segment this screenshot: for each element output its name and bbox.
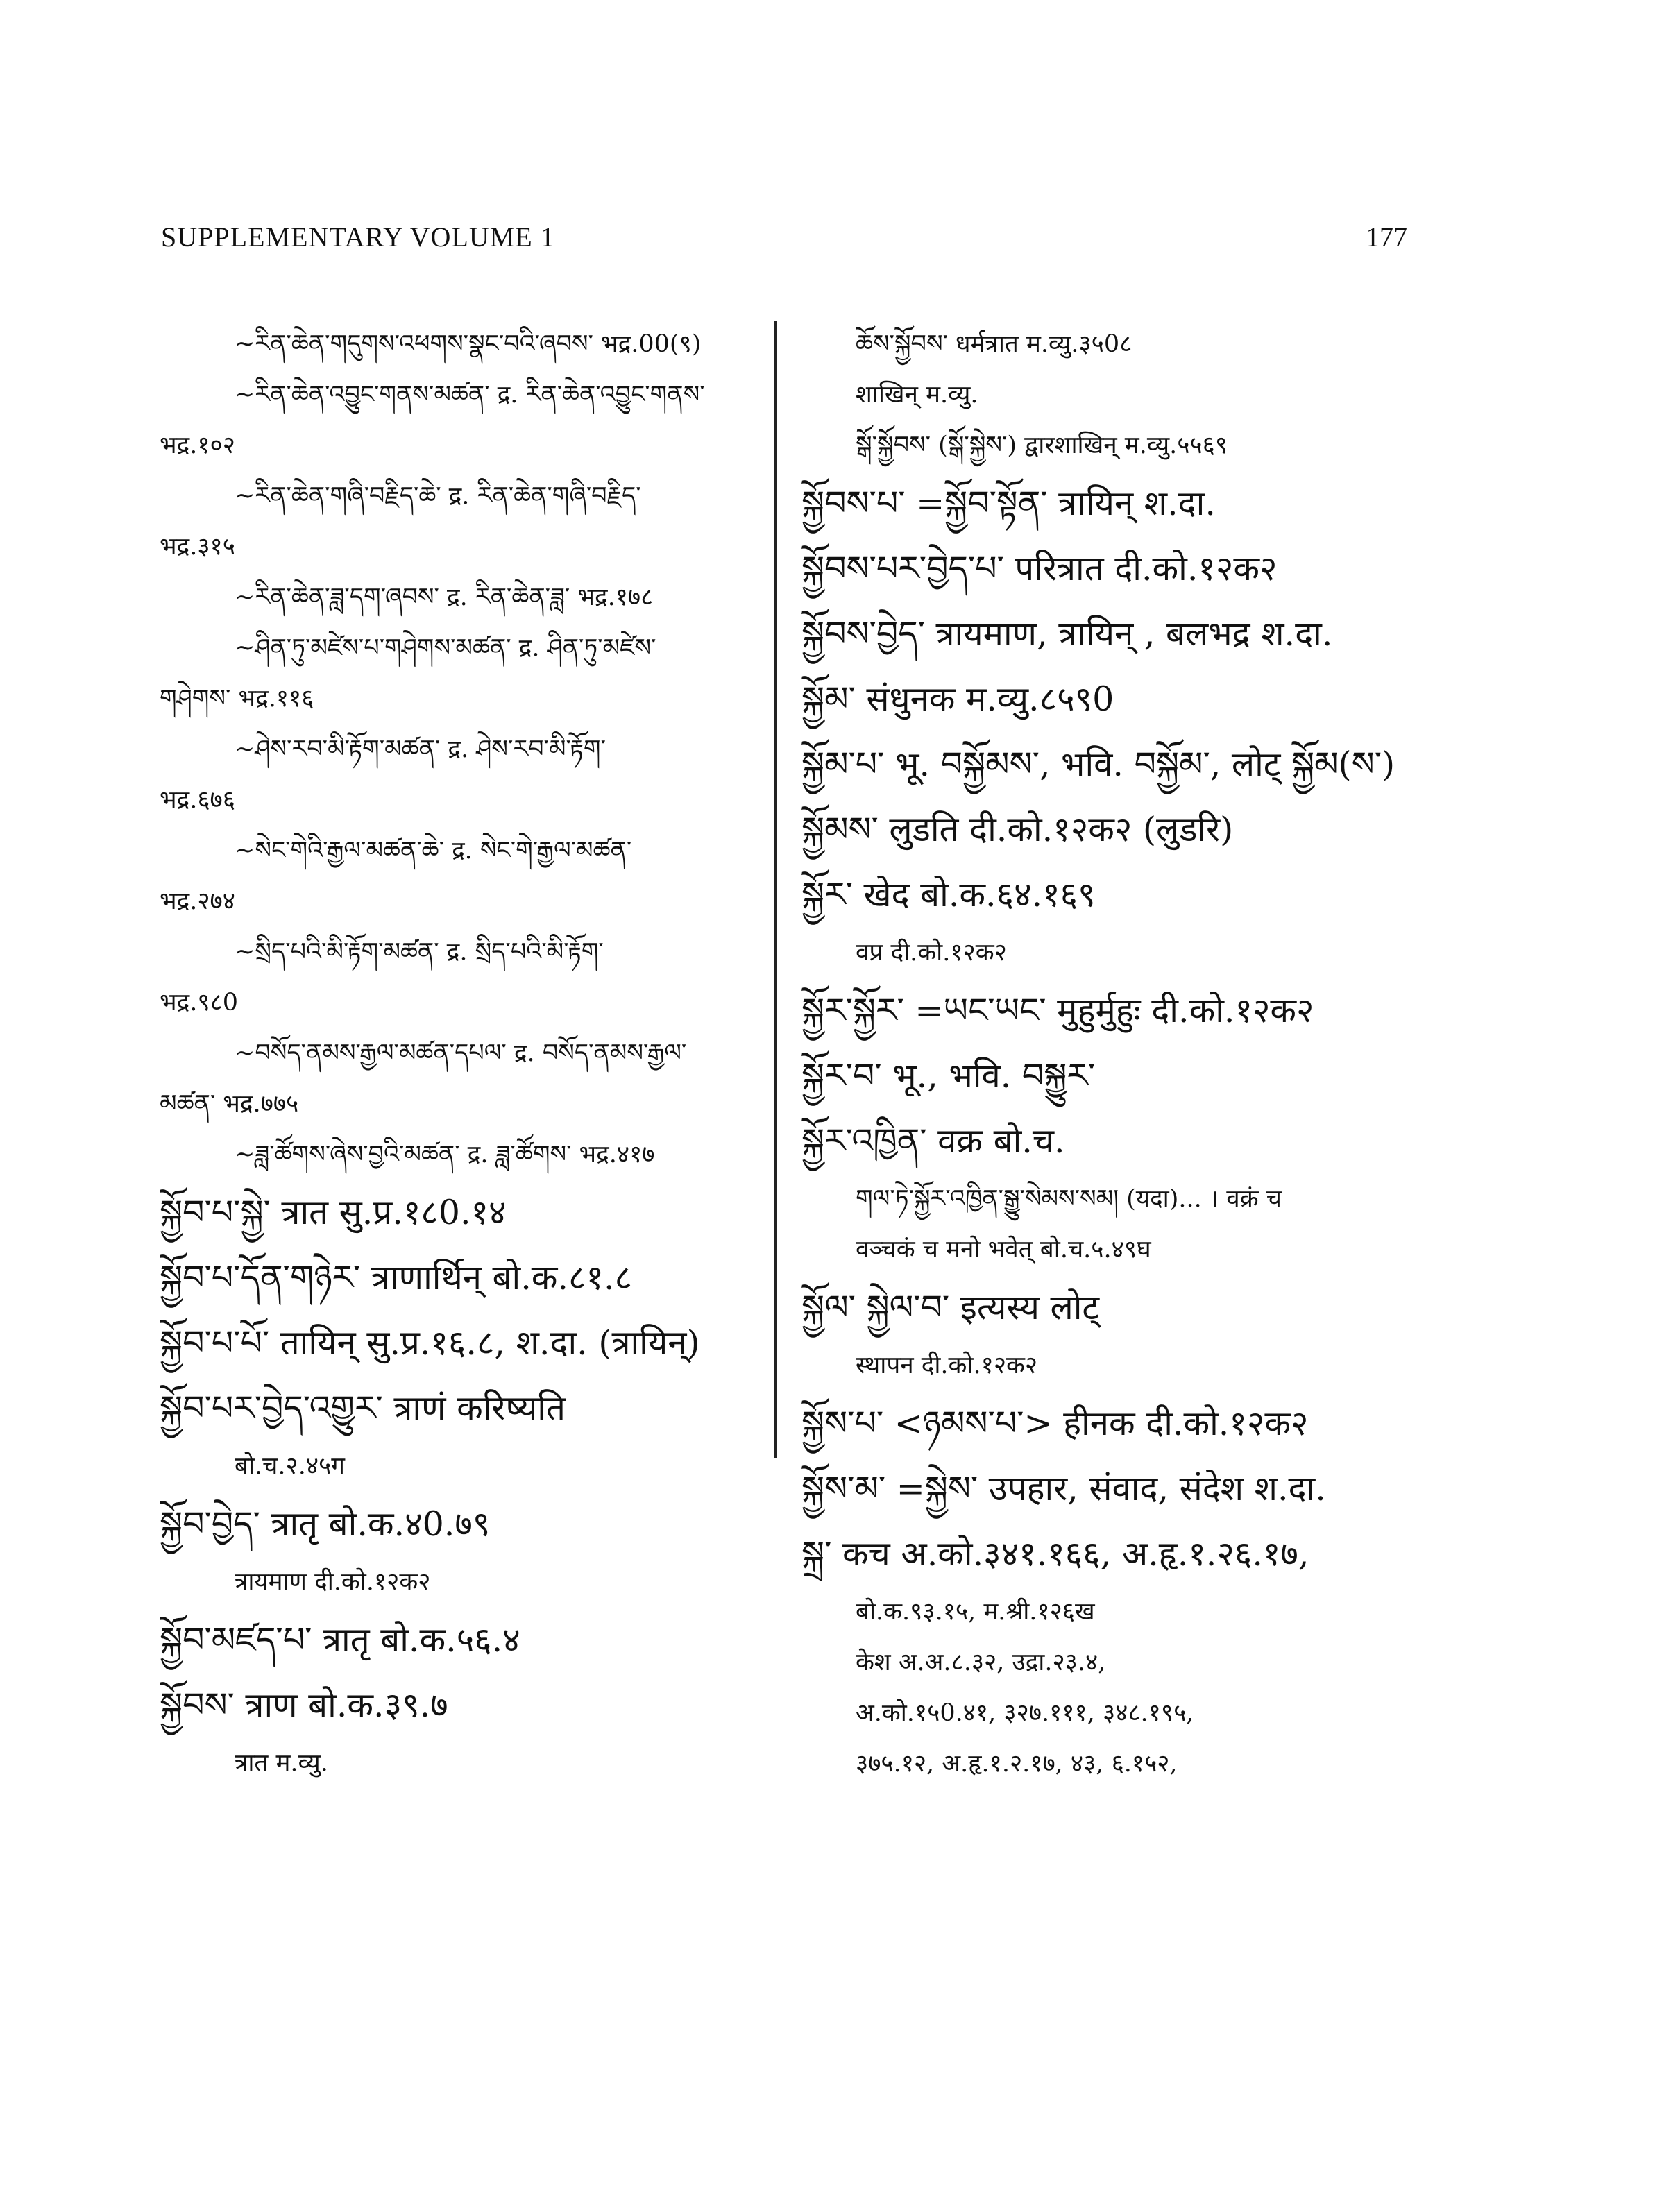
headword-entry: སྐྱོབས་པར་བྱེད་པ་ परित्रात दी.को.१२क२ (801, 549, 1278, 588)
entry-line: भद्र.६७६ (160, 786, 235, 814)
entry-line: केश अ.अ.८.३२, उद्रा.२३.४, (856, 1649, 1106, 1676)
headword-entry: སྐྱོབས་བྱེད་ त्रायमाण, त्रायिन् , बलभद्र श.दा. (801, 614, 1333, 654)
entry-line: वञ्चकं च मनो भवेत् बो.च.५.४९घ (856, 1236, 1151, 1264)
headword-entry: སྐྲ་ कच अ.को.३४१.१६६, अ.हृ.१.२६.१७, (801, 1534, 1309, 1574)
headword-entry: སྐྱོར་འཁྱིན་ वक्र बो.च. (801, 1121, 1065, 1161)
headword-entry: སྐྱོབ་པར་བྱེད་འགྱུར་ त्राणं करिष्यति (160, 1388, 566, 1428)
entry-line: शाखिन् म.व्यु. (856, 381, 978, 409)
headword-entry: སྐྱོབ་པ་པོ་ तायिन् सु.प्र.१६.८, श.दा. (त्रायिन्) (160, 1323, 700, 1363)
headword-entry: སྐྱོབ་བྱེད་ त्रातृ बो.क.४0.७९ (160, 1504, 491, 1544)
entry-line: भद्र.९८0 (160, 989, 238, 1016)
entry-line: ३७५.१२, अ.हृ.१.२.१७, ४३, ६.१५२, (856, 1750, 1178, 1778)
entry-line: बो.क.९३.१५, म.श्री.१२६ख (856, 1598, 1095, 1626)
entry-line: भद्र.३१५ (160, 533, 235, 561)
entry-line: ཆོས་སྐྱོབས་ धर्मत्रात म.व्यु.३५0८ (856, 330, 1132, 358)
entry-line: बो.च.२.४५ग (235, 1452, 345, 1480)
entry-line: ~རིན་ཆེན་ཟླ་དག་ཞབས་ द्र. རིན་ཆེན་ཟླ་ भद्र.१७८ (235, 584, 654, 611)
headword-entry: སྐྱོར་ खेद बो.क.६४.१६९ (801, 875, 1096, 914)
headword-entry: སྐྱོམ་པ་ भू. བསྐྱོམས་, भवि. བསྐྱོམ་, लोट् སྐྱོམ(ས་) (801, 745, 1395, 784)
entry-line: སྒོ་སྐྱོབས་ (སྒོ་སྐྱེས་) द्वारशाखिन् म.व्यु.५५६९ (856, 432, 1228, 459)
entry-line: त्रात म.व्यु. (235, 1749, 328, 1777)
entry-line: अ.को.१५0.४१, ३२७.१११, ३४८.१९५, (856, 1699, 1194, 1727)
headword-entry: སྐྱོས་མ་ =སྐྱེས་ उपहार, संवाद, संदेश श.दा. (801, 1469, 1326, 1508)
entry-line: ~བསོད་ནམས་རྒྱལ་མཚན་དཔལ་ द्र. བསོད་ནམས་རྒྱལ་ (235, 1039, 687, 1067)
left-column (160, 319, 770, 1789)
headword-entry: སྐྱོབ་པ་སྐྱེ་ त्रात सु.प्र.१८0.१४ (160, 1193, 507, 1232)
entry-line: भद्र.१०२ (160, 432, 235, 459)
headword-entry: སྐྱོབས་ त्राण बो.क.३९.७ (160, 1685, 448, 1725)
entry-line: स्थापन दी.को.१२क२ (856, 1352, 1038, 1379)
entry-line: མཚན་ भद्र.७७५ (160, 1090, 299, 1118)
headword-entry: སྐྱོམས་ लुडति दी.को.१२क२ (लुडरि) (801, 810, 1234, 849)
headword-entry: སྐྱོམ་ संधुनक म.व्यु.८५९0 (801, 679, 1114, 719)
entry-line: གཤེགས་ भद्र.११६ (160, 685, 314, 713)
column-divider (774, 321, 777, 1458)
running-title: SUPPLEMENTARY VOLUME 1 (161, 221, 555, 253)
entry-line: वप्र दी.को.१२क२ (856, 939, 1007, 967)
headword-entry: སྐྱོར་བ་ भू., भवि. བསྐྱུར་ (801, 1056, 1096, 1096)
headword-entry: སྐྱོབ་མཛད་པ་ त्रातृ बो.क.५६.४ (160, 1620, 520, 1660)
entry-line: ~རིན་ཆེན་གདུགས་འཕགས་སྣང་བའི་ཞབས་ भद्र.00(९) (235, 330, 702, 358)
entry-line: ~སྲིད་པའི་མི་རྟོག་མཚན་ द्र. སྲིད་པའི་མི་རྟོག་ (235, 938, 604, 966)
entry-line: ~ཟླ་ཚོགས་ཞེས་བྱའི་མཚན་ द्र. ཟླ་ཚོགས་ भद्र.४१७ (235, 1141, 655, 1168)
page-number: 177 (1366, 221, 1407, 253)
entry-line: ~ཤེས་རབ་མི་རྟོག་མཚན་ द्र. ཤེས་རབ་མི་རྟོག་ (235, 735, 606, 763)
entry-line: त्रायमाण दी.को.१२क२ (235, 1568, 431, 1596)
headword-entry: སྐྱོས་པ་ <ཉམས་པ་> हीनक दी.को.१२क२ (801, 1404, 1309, 1443)
entry-line: ~རིན་ཆེན་འབྱུང་གནས་མཚན་ द्र. རིན་ཆེན་འབྱུང་གནས་ (235, 381, 705, 409)
entry-line: ~ཤིན་ཏུ་མཛེས་པ་གཤེགས་མཚན་ द्र. ཤིན་ཏུ་མཛེས་ (235, 634, 656, 662)
entry-line: ~རིན་ཆེན་གཞི་བརྗིད་ཆེ་ द्र. རིན་ཆེན་གཞི་བརྗིད་ (235, 482, 641, 510)
entry-line: ~སེང་གེའི་རྒྱལ་མཚན་ཆེ་ द्र. སེང་གེ་རྒྱལ་མཚན་ (235, 837, 632, 865)
headword-entry: སྐྱོར་སྐྱོར་ =ཡང་ཡང་ मुहुर्मुहुः दी.को.१२क२ (801, 991, 1314, 1030)
right-column (801, 319, 1509, 1789)
headword-entry: སྐྱོབས་པ་ =སྐྱོབ་སྟོན་ त्रायिन् श.दा. (801, 484, 1216, 523)
entry-line: भद्र.२७४ (160, 887, 235, 915)
headword-entry: སྐྱོལ་ སྐྱེལ་བ་ इत्यस्य लोट् (801, 1288, 1100, 1327)
entry-line: གལ་ཏེ་སྐྱོར་འཁྱིན་སྒྱུ་སེམས་སམ། (यदा)... । वक्रं च (856, 1185, 1282, 1213)
headword-entry: སྐྱོབ་པ་དོན་གཉེར་ त्राणार्थिन् बो.क.८१.८ (160, 1258, 633, 1298)
